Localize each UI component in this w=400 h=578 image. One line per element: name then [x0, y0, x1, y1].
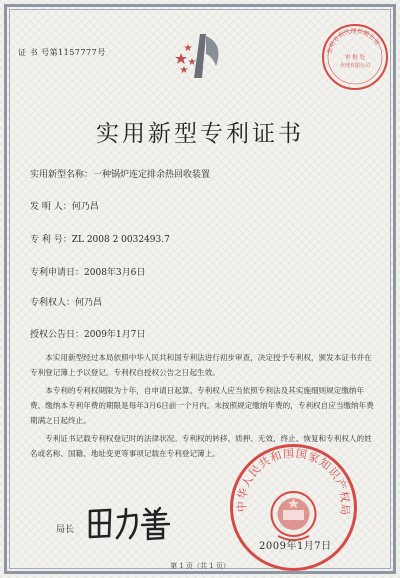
certificate-number: 证 书 号第1157777号 [18, 48, 106, 57]
utility-model-name-row [30, 167, 210, 180]
patent-office-emblem-icon [172, 26, 232, 86]
page-footer: 第 1 页（共 1 页） [170, 562, 230, 570]
agency-seal-text: 发明专利代理有限公司 [326, 27, 381, 55]
filing-date-row [30, 265, 145, 278]
patent-number-label: 专 利 号： [30, 235, 72, 245]
stamp-date: 2009年1月7日 [259, 541, 332, 552]
patent-number-value: ZL 2008 2 0032493.7 [71, 235, 170, 245]
patent-number-row [30, 232, 170, 245]
filing-date-value: 2008年3月6日 [84, 268, 146, 278]
agency-seal-center-line2: 代理有限公司 [339, 63, 371, 69]
director-signature [84, 503, 174, 543]
grant-date-row [30, 327, 145, 340]
agency-seal-icon [320, 22, 390, 92]
filing-date-label: 专利申请日： [30, 268, 85, 278]
official-red-seal-icon [226, 440, 361, 575]
inventor-row [30, 199, 99, 212]
official-seal-text: 中华人民共和国国家知识产权局 [235, 446, 352, 517]
utility-model-name-label: 实用新型名称： [30, 170, 94, 180]
agency-seal-center-line1: 审 批 处 [345, 55, 365, 61]
inventor-value: 何乃昌 [71, 202, 99, 212]
body-paragraph-1: 本实用新型经过本局依照中华人民共和国专利法进行初步审查，决定授予专利权，颁发本证书并在专利登记簿上予以登记。专利权自授权公告之日起生效。 [30, 353, 372, 377]
patentee-value: 何乃昌 [75, 298, 103, 308]
grant-date-label: 授权公告日： [30, 330, 85, 340]
grant-date-value: 2009年1月7日 [84, 330, 146, 340]
utility-model-name-value: 一种锅炉连定排余热回收装置 [93, 170, 211, 180]
patentee-label: 专利权人： [30, 298, 76, 308]
director-label: 局长 [56, 525, 75, 535]
body-paragraph-3: 专利证书记载专利权登记时的法律状况。专利权的转移、质押、无效、终止、恢复和专利权人的姓名或名称、国籍、地址变更等事项记载在专利登记簿上。 [30, 434, 372, 458]
body-paragraph-2: 本专利的专利权期限为十年，自申请日起算。专利权人应当依照专利法及其实施细则规定缴纳年费。缴纳本专利年费的期限是每年3月6日前一个月内。未按照规定缴纳年费的，专利权自应当缴纳年费期满之日起终止。 [30, 386, 374, 425]
patentee-row [30, 295, 102, 308]
certificate-title: 实用新型专利证书 [96, 121, 304, 147]
inventor-label: 发 明 人： [30, 202, 72, 212]
